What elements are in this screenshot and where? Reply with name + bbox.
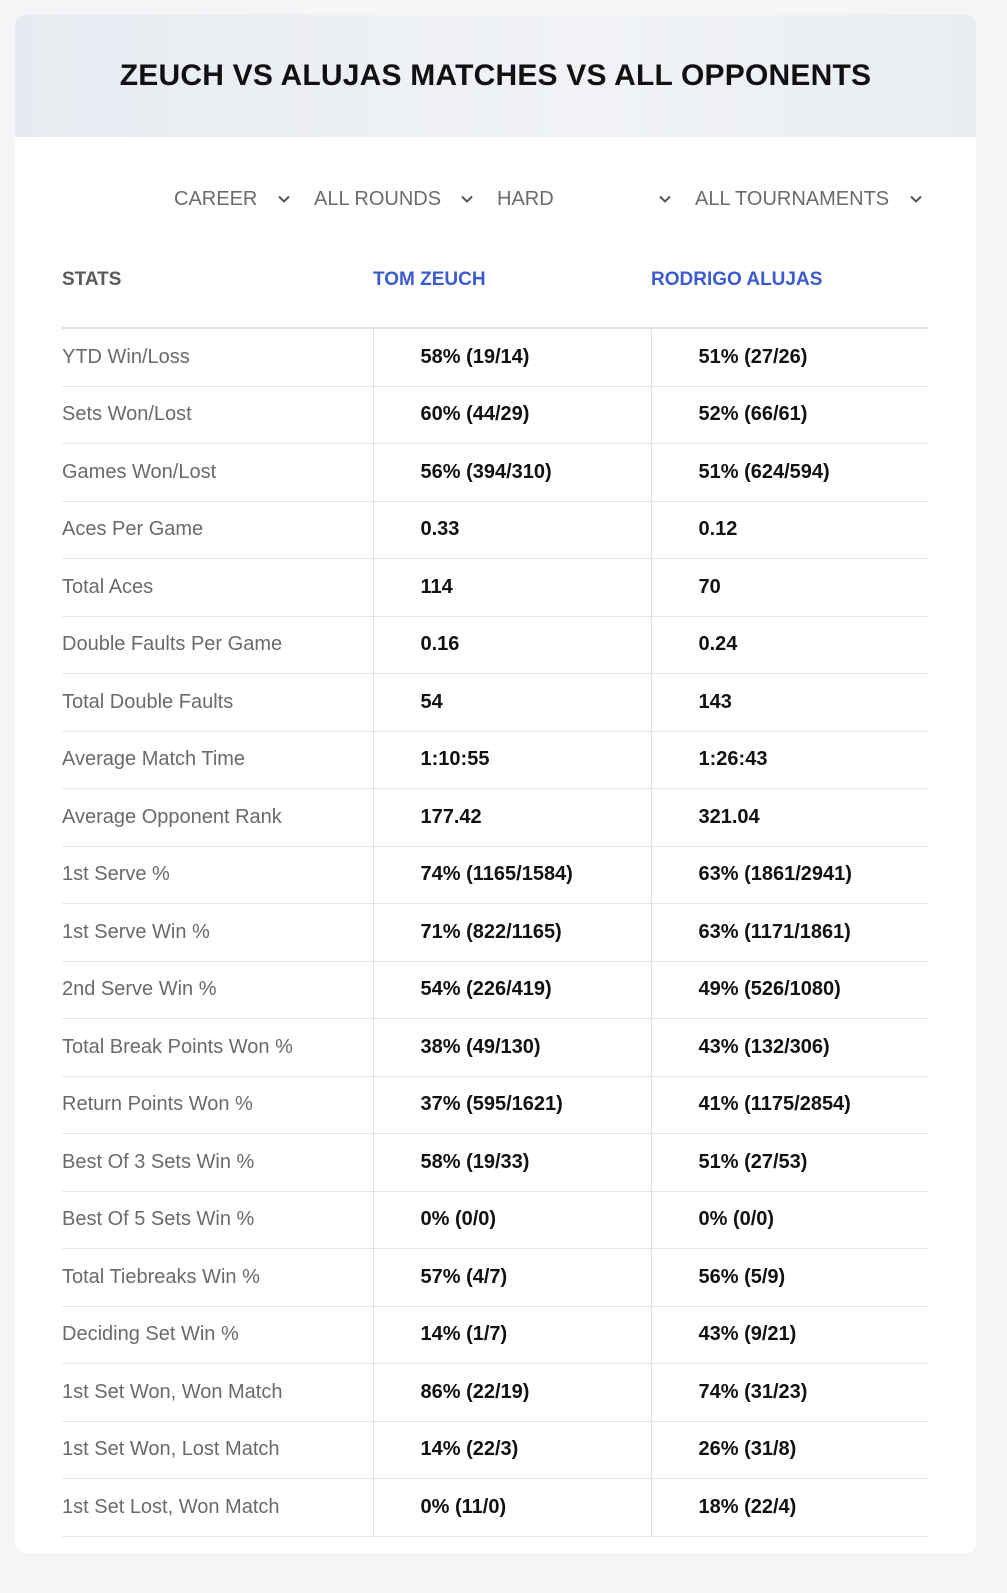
table-row bbox=[62, 616, 929, 674]
table-row bbox=[62, 1249, 929, 1307]
player1-stat-value: 71% (822/1165) bbox=[373, 904, 651, 962]
player2-stat-value: 74% (31/23) bbox=[651, 1364, 929, 1422]
table-row bbox=[62, 1306, 929, 1364]
player2-stat-value: 43% (9/21) bbox=[651, 1306, 929, 1364]
player2-stat-value: 0.12 bbox=[651, 501, 929, 559]
stats-column-header: STATS bbox=[62, 261, 373, 328]
stat-label: Best Of 5 Sets Win % bbox=[62, 1191, 373, 1249]
table-row bbox=[62, 674, 929, 732]
stat-label: Total Break Points Won % bbox=[62, 1019, 373, 1077]
player2-stat-value: 0.24 bbox=[651, 616, 929, 674]
player2-stat-value: 51% (27/26) bbox=[651, 328, 929, 386]
player2-stat-value: 63% (1861/2941) bbox=[651, 846, 929, 904]
player1-stat-value: 0% (11/0) bbox=[373, 1479, 651, 1537]
stats-card bbox=[15, 15, 976, 1553]
player1-stat-value: 0% (0/0) bbox=[373, 1191, 651, 1249]
chevron-down-icon bbox=[276, 191, 292, 207]
stat-label: Deciding Set Win % bbox=[62, 1306, 373, 1364]
surface-select[interactable] bbox=[497, 175, 673, 223]
player1-stat-value: 60% (44/29) bbox=[373, 386, 651, 444]
table-row bbox=[62, 1076, 929, 1134]
table-row bbox=[62, 501, 929, 559]
period-select[interactable] bbox=[174, 175, 292, 223]
table-row bbox=[62, 789, 929, 847]
stat-label: Average Match Time bbox=[62, 731, 373, 789]
player2-stat-value: 1:26:43 bbox=[651, 731, 929, 789]
player1-column-header[interactable]: TOM ZEUCH bbox=[373, 261, 651, 328]
stats-table-header bbox=[62, 261, 929, 328]
table-row bbox=[62, 904, 929, 962]
player2-stat-value: 41% (1175/2854) bbox=[651, 1076, 929, 1134]
tournament-select[interactable] bbox=[695, 175, 924, 223]
player2-stat-value: 0% (0/0) bbox=[651, 1191, 929, 1249]
player1-stat-value: 58% (19/14) bbox=[373, 328, 651, 386]
player2-column-header[interactable]: RODRIGO ALUJAS bbox=[651, 261, 929, 328]
period-select-label: CAREER bbox=[174, 187, 258, 210]
player1-stat-value: 177.42 bbox=[373, 789, 651, 847]
stat-label: Average Opponent Rank bbox=[62, 789, 373, 847]
player1-stat-value: 0.16 bbox=[373, 616, 651, 674]
player1-stat-value: 58% (19/33) bbox=[373, 1134, 651, 1192]
player1-stat-value: 114 bbox=[373, 559, 651, 617]
round-select[interactable] bbox=[314, 175, 475, 223]
player2-stat-value: 26% (31/8) bbox=[651, 1421, 929, 1479]
round-select-label: ALL ROUNDS bbox=[314, 187, 442, 210]
player2-stat-value: 56% (5/9) bbox=[651, 1249, 929, 1307]
table-row bbox=[62, 1191, 929, 1249]
table-row bbox=[62, 1364, 929, 1422]
player2-stat-value: 51% (27/53) bbox=[651, 1134, 929, 1192]
chevron-down-icon bbox=[908, 191, 924, 207]
player1-stat-value: 86% (22/19) bbox=[373, 1364, 651, 1422]
stat-label: 1st Serve Win % bbox=[62, 904, 373, 962]
tournament-select-label: ALL TOURNAMENTS bbox=[695, 187, 890, 210]
player1-stat-value: 57% (4/7) bbox=[373, 1249, 651, 1307]
chevron-down-icon bbox=[459, 191, 475, 207]
table-row bbox=[62, 559, 929, 617]
stat-label: Best Of 3 Sets Win % bbox=[62, 1134, 373, 1192]
stats-table-body bbox=[62, 328, 929, 1536]
stat-label: Games Won/Lost bbox=[62, 444, 373, 502]
player1-stat-value: 14% (1/7) bbox=[373, 1306, 651, 1364]
table-row bbox=[62, 328, 929, 386]
player2-stat-value: 321.04 bbox=[651, 789, 929, 847]
stat-label: 2nd Serve Win % bbox=[62, 961, 373, 1019]
stat-label: 1st Set Won, Won Match bbox=[62, 1364, 373, 1422]
player1-stat-value: 74% (1165/1584) bbox=[373, 846, 651, 904]
stats-table bbox=[62, 261, 929, 1537]
table-row bbox=[62, 846, 929, 904]
chevron-down-icon bbox=[657, 191, 673, 207]
table-row bbox=[62, 1019, 929, 1077]
player2-stat-value: 143 bbox=[651, 674, 929, 732]
player1-stat-value: 54% (226/419) bbox=[373, 961, 651, 1019]
player2-stat-value: 49% (526/1080) bbox=[651, 961, 929, 1019]
table-row bbox=[62, 1421, 929, 1479]
stat-label: 1st Serve % bbox=[62, 846, 373, 904]
card-header bbox=[15, 15, 976, 137]
player2-stat-value: 51% (624/594) bbox=[651, 444, 929, 502]
table-row bbox=[62, 386, 929, 444]
table-row bbox=[62, 731, 929, 789]
player1-stat-value: 37% (595/1621) bbox=[373, 1076, 651, 1134]
stat-label: Return Points Won % bbox=[62, 1076, 373, 1134]
stat-label: 1st Set Won, Lost Match bbox=[62, 1421, 373, 1479]
player2-stat-value: 43% (132/306) bbox=[651, 1019, 929, 1077]
player1-stat-value: 54 bbox=[373, 674, 651, 732]
surface-select-label: HARD bbox=[497, 187, 554, 210]
stat-label: Total Tiebreaks Win % bbox=[62, 1249, 373, 1307]
player2-stat-value: 52% (66/61) bbox=[651, 386, 929, 444]
player1-stat-value: 1:10:55 bbox=[373, 731, 651, 789]
table-row bbox=[62, 1134, 929, 1192]
filter-bar bbox=[15, 137, 976, 261]
player1-stat-value: 14% (22/3) bbox=[373, 1421, 651, 1479]
table-row bbox=[62, 961, 929, 1019]
stat-label: Total Aces bbox=[62, 559, 373, 617]
stat-label: Double Faults Per Game bbox=[62, 616, 373, 674]
player1-stat-value: 56% (394/310) bbox=[373, 444, 651, 502]
table-row bbox=[62, 444, 929, 502]
table-row bbox=[62, 1479, 929, 1537]
player2-stat-value: 18% (22/4) bbox=[651, 1479, 929, 1537]
page-title: ZEUCH VS ALUJAS MATCHES VS ALL OPPONENTS bbox=[119, 59, 872, 92]
stat-label: Total Double Faults bbox=[62, 674, 373, 732]
player2-stat-value: 70 bbox=[651, 559, 929, 617]
stat-label: Aces Per Game bbox=[62, 501, 373, 559]
stat-label: 1st Set Lost, Won Match bbox=[62, 1479, 373, 1537]
stat-label: YTD Win/Loss bbox=[62, 328, 373, 386]
player1-stat-value: 0.33 bbox=[373, 501, 651, 559]
player2-stat-value: 63% (1171/1861) bbox=[651, 904, 929, 962]
player1-stat-value: 38% (49/130) bbox=[373, 1019, 651, 1077]
stat-label: Sets Won/Lost bbox=[62, 386, 373, 444]
